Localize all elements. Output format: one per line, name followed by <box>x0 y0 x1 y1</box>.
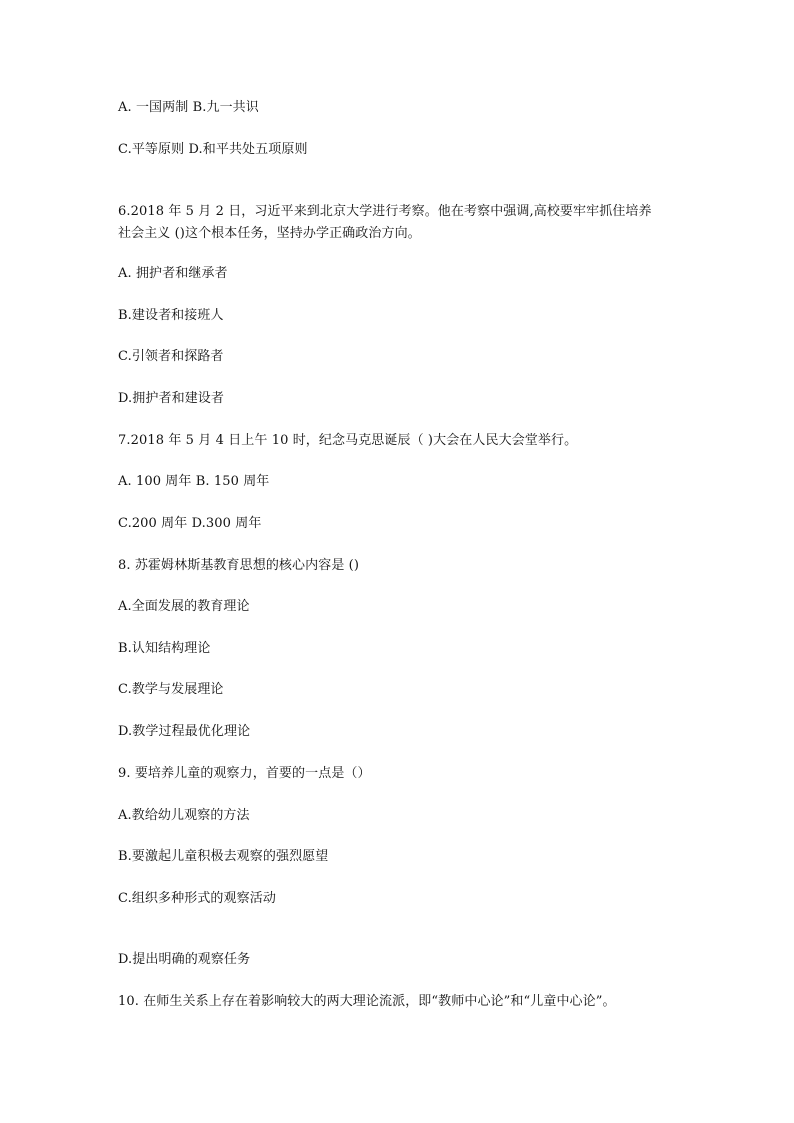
question-8: 8. 苏霍姆林斯基教育思想的核心内容是 () <box>118 558 360 573</box>
option-8b: B.认知结构理论 <box>118 641 211 656</box>
option-8d: D.教学过程最优化理论 <box>118 724 251 739</box>
question-10: 10. 在师生关系上存在着影响较大的两大理论流派，即“教师中心论”和“儿童中心论”。 <box>118 994 616 1009</box>
option-line-5c: C.平等原则 D.和平共处五项原则 <box>118 142 308 157</box>
option-7ab: A. 100 周年 B. 150 周年 <box>118 474 270 489</box>
option-9d: D.提出明确的观察任务 <box>118 952 251 967</box>
question-7: 7.2018 年 5 月 4 日上午 10 时，纪念马克思诞辰（ )大会在人民大会堂举行。 <box>118 433 578 448</box>
option-7cd: C.200 周年 D.300 周年 <box>118 516 262 531</box>
option-8c: C.教学与发展理论 <box>118 682 224 697</box>
question-9: 9. 要培养儿童的观察力，首要的一点是（） <box>118 766 371 781</box>
option-9a: A.教给幼儿观察的方法 <box>118 808 250 823</box>
question-6: 6.2018 年 5 月 2 日，习近平来到北京大学进行考察。他在考察中强调,高校要牢牢抓住培养社会主义 ()这个根本任务，坚持办学正确政治方向。 <box>118 204 652 241</box>
option-6a: A. 拥护者和继承者 <box>118 266 228 281</box>
option-9c: C.组织多种形式的观察活动 <box>118 891 276 906</box>
option-6c: C.引领者和探路者 <box>118 349 224 364</box>
option-6b: B.建设者和接班人 <box>118 308 224 323</box>
option-line-5a: A. 一国两制 B.九一共识 <box>118 100 259 115</box>
option-8a: A.全面发展的教育理论 <box>118 599 250 614</box>
option-9b: B.要激起儿童积极去观察的强烈愿望 <box>118 849 329 864</box>
option-6d: D.拥护者和建设者 <box>118 391 224 406</box>
